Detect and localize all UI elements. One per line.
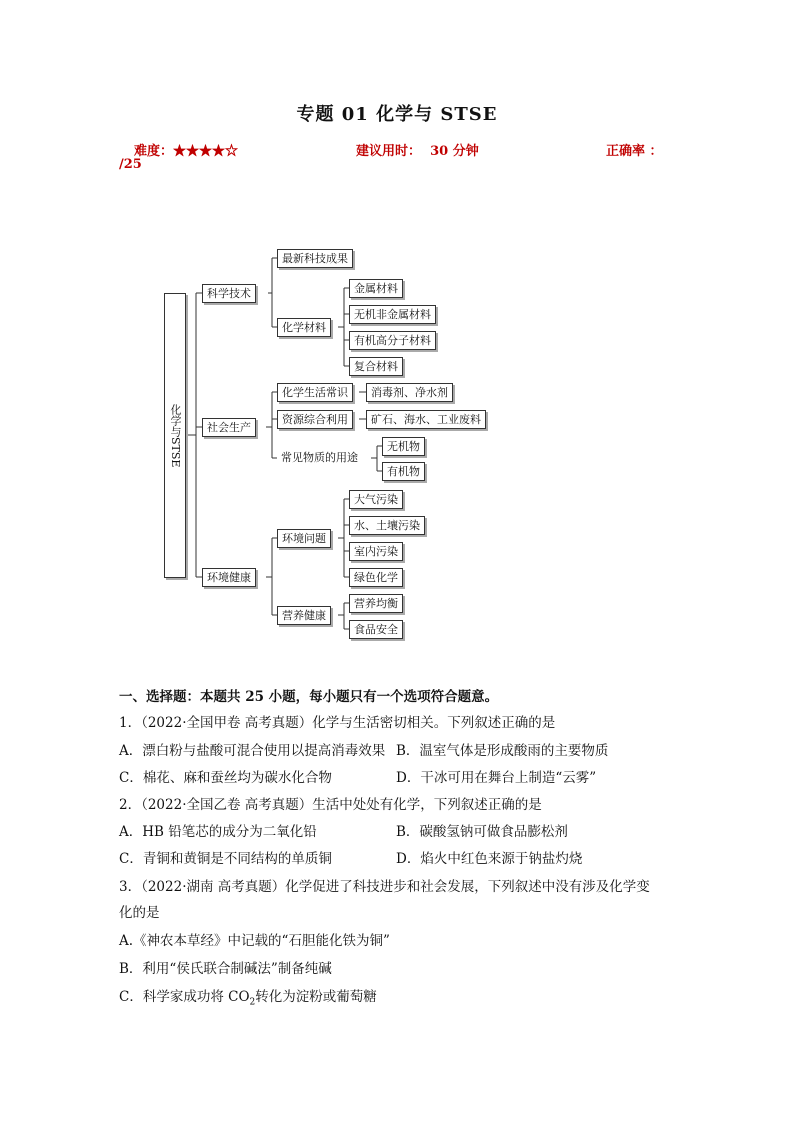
node-air-pollution: 大气污染: [349, 490, 403, 509]
node-food-safety: 食品安全: [349, 620, 403, 639]
node-life-knowledge: 化学生活常识: [277, 383, 353, 402]
node-environment-health: 环境健康: [202, 568, 256, 587]
question-3-cont: 化的是: [119, 905, 160, 921]
node-disinfectant: 消毒剂、净水剂: [366, 383, 453, 402]
accuracy-total: /25: [119, 157, 142, 172]
section-heading: 一、选择题：本题共 25 小题，每小题只有一个选项符合题意。: [119, 689, 499, 705]
node-metal-materials: 金属材料: [349, 279, 403, 298]
page-title: 专题 01 化学与 STSE: [296, 104, 498, 125]
question-3: 3．（2022·湖南 高考真题）化学促进了科技进步和社会发展，下列叙述中没有涉及化学变: [119, 879, 650, 895]
q1-option-b: B．温室气体是形成酸雨的主要物质: [396, 743, 609, 759]
q3-option-a: A.《神农本草经》中记载的“石胆能化铁为铜”: [119, 933, 390, 949]
q1-option-d: D．干冰可用在舞台上制造“云雾”: [396, 770, 597, 786]
difficulty-label: 难度：: [134, 144, 174, 159]
node-chemical-materials: 化学材料: [277, 318, 331, 337]
node-organic: 有机物: [382, 462, 425, 481]
node-latest-achievements: 最新科技成果: [277, 249, 353, 268]
node-env-issues: 环境问题: [277, 529, 331, 548]
question-2: 2．（2022·全国乙卷 高考真题）生活中处处有化学，下列叙述正确的是: [119, 797, 542, 813]
time-label: 建议用时：: [356, 144, 422, 159]
q3c-pre: C．科学家成功将 CO: [119, 989, 250, 1005]
node-inorganic: 无机物: [382, 437, 425, 456]
difficulty-stars: ★★★★☆: [173, 144, 239, 159]
node-common-uses: 常见物质的用途: [277, 449, 362, 466]
node-science-technology: 科学技术: [202, 284, 256, 303]
q1-option-c: C．棉花、麻和蚕丝均为碳水化合物: [119, 770, 332, 786]
node-water-soil: 水、土壤污染: [349, 516, 425, 535]
node-composite: 复合材料: [349, 357, 403, 376]
accuracy-label: 正确率 ：: [606, 144, 663, 159]
node-inorganic-nonmetal: 无机非金属材料: [349, 305, 436, 324]
node-nutrition: 营养健康: [277, 606, 331, 625]
node-social-production: 社会生产: [202, 418, 256, 437]
q2-option-c: C．青铜和黄铜是不同结构的单质铜: [119, 851, 332, 867]
node-balanced: 营养均衡: [349, 594, 403, 613]
mindmap-root: 化学与STSE: [164, 293, 186, 578]
node-organic-polymer: 有机高分子材料: [349, 331, 436, 350]
q3-option-b: B．利用“侯氏联合制碱法”制备纯碱: [119, 961, 332, 977]
q2-option-d: D．焰火中红色来源于钠盐灼烧: [396, 851, 583, 867]
node-indoor: 室内污染: [349, 542, 403, 561]
node-resource-use: 资源综合利用: [277, 410, 353, 429]
node-green-chem: 绿色化学: [349, 568, 403, 587]
q3-option-c: [119, 987, 377, 1013]
q3c-post: 转化为淀粉或葡萄糖: [255, 989, 377, 1005]
time-value: 30 分钟: [430, 144, 479, 159]
q2-option-b: B．碳酸氢钠可做食品膨松剂: [396, 824, 568, 840]
q2-option-a: A．HB 铅笔芯的成分为二氧化铅: [119, 824, 317, 840]
question-1: 1．（2022·全国甲卷 高考真题）化学与生活密切相关。下列叙述正确的是: [119, 715, 556, 731]
q1-option-a: A．漂白粉与盐酸可混合使用以提高消毒效果: [119, 743, 386, 759]
q3c-sub: 2: [249, 997, 256, 1008]
node-ore-seawater: 矿石、海水、工业废料: [366, 410, 486, 429]
